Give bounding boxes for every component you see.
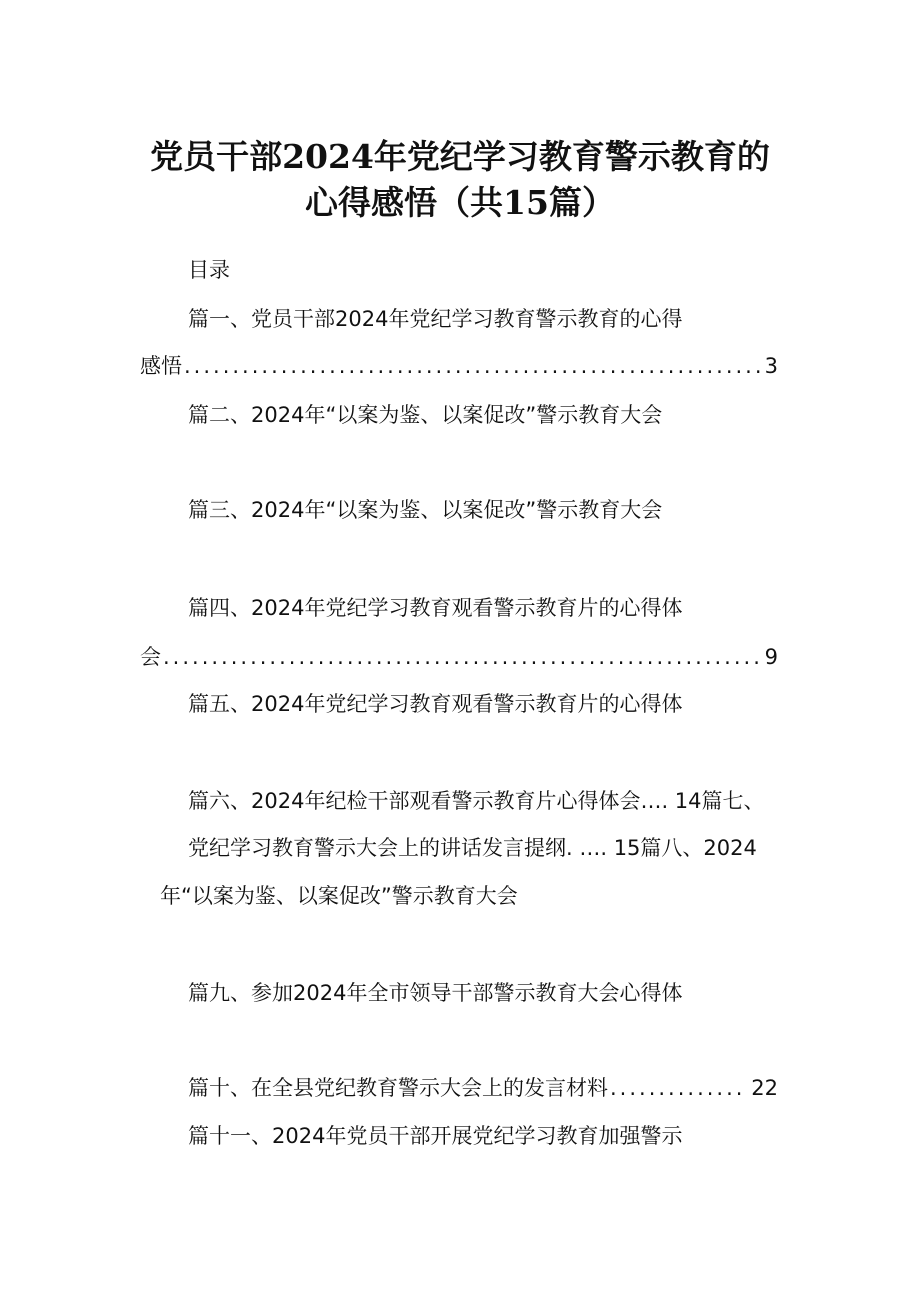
toc-entry-4-continuation: 会 <box>140 645 161 669</box>
dot-leader <box>184 352 761 380</box>
toc-entry-1-line-1[interactable]: 篇一、党员干部2024年党纪学习教育警示教育的心得 <box>188 307 683 331</box>
toc-entry-4-line-1[interactable]: 篇四、2024年党纪学习教育观看警示教育片的心得体 <box>188 596 683 620</box>
toc-entry-4-line-2[interactable] <box>140 643 778 671</box>
toc-entry-6-line-3[interactable]: 年“以案为鉴、以案促改”警示教育大会 <box>160 884 518 908</box>
document-title-line-1: 党员干部2024年党纪学习教育警示教育的 <box>150 137 770 176</box>
toc-entry-1-continuation: 感悟 <box>140 354 182 378</box>
toc-heading: 目录 <box>188 258 230 282</box>
toc-entry-1-page: 3 <box>764 354 778 378</box>
dot-leader <box>163 643 761 671</box>
toc-entry-10[interactable] <box>188 1074 778 1102</box>
toc-entry-4-page: 9 <box>764 645 778 669</box>
toc-entry-10-page: 22 <box>751 1076 778 1100</box>
toc-entry-2[interactable]: 篇二、2024年“以案为鉴、以案促改”警示教育大会 <box>188 403 663 427</box>
toc-entry-10-text: 篇十、在全县党纪教育警示大会上的发言材料 <box>188 1076 608 1100</box>
toc-entry-9[interactable]: 篇九、参加2024年全市领导干部警示教育大会心得体 <box>188 981 683 1005</box>
toc-entry-1-line-2[interactable] <box>140 352 778 380</box>
toc-entry-3[interactable]: 篇三、2024年“以案为鉴、以案促改”警示教育大会 <box>188 498 663 522</box>
dot-leader <box>610 1074 747 1102</box>
document-title-line-2: 心得感悟（共15篇） <box>305 183 615 222</box>
toc-entry-6-line-2[interactable]: 党纪学习教育警示大会上的讲话发言提纲. …. 15篇八、2024 <box>188 836 757 860</box>
toc-entry-5[interactable]: 篇五、2024年党纪学习教育观看警示教育片的心得体 <box>188 692 683 716</box>
toc-entry-11[interactable]: 篇十一、2024年党员干部开展党纪学习教育加强警示 <box>188 1124 683 1148</box>
toc-entry-6-line-1[interactable]: 篇六、2024年纪检干部观看警示教育片心得体会…. 14篇七、 <box>188 789 765 813</box>
